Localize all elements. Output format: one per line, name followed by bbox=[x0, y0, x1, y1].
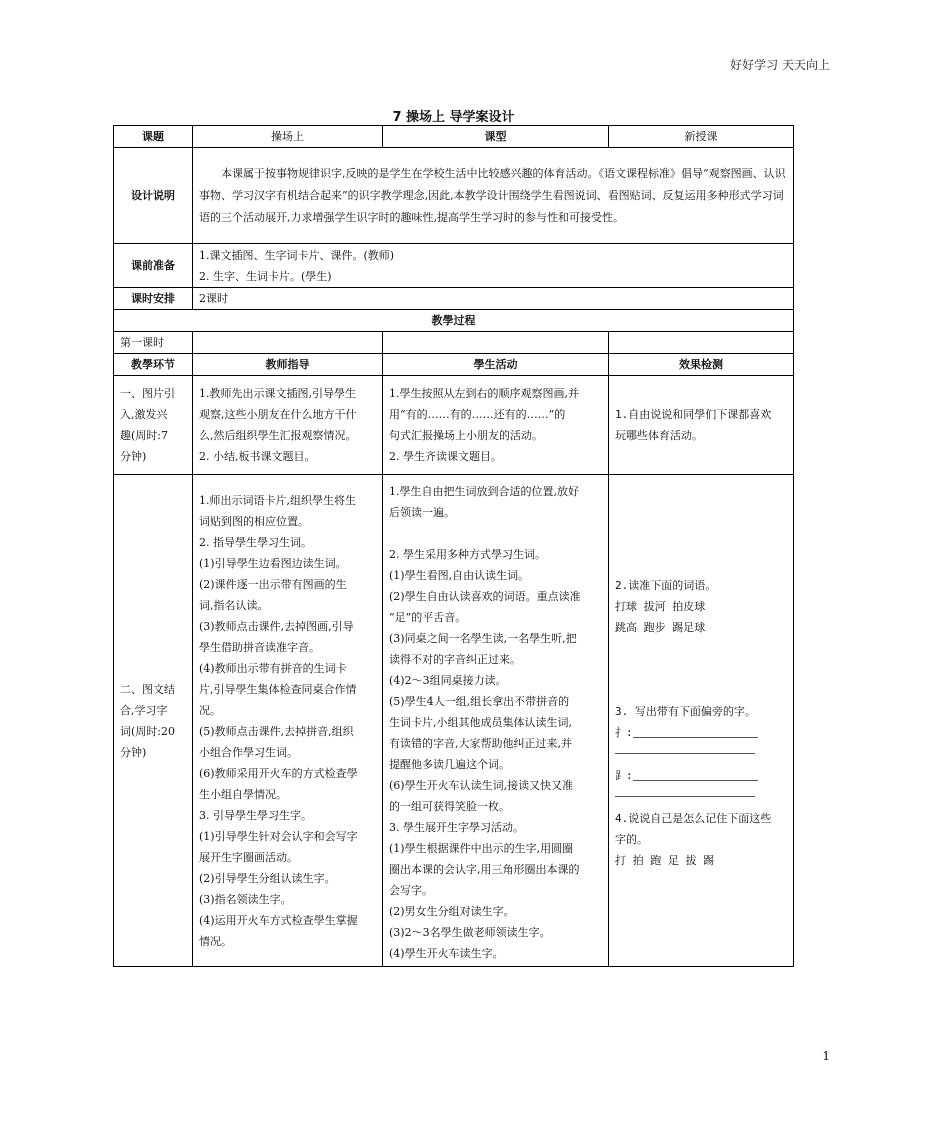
student-cell bbox=[383, 376, 609, 475]
teacher-line: 展开生字圈画活动。 bbox=[199, 850, 298, 864]
student-line: “足”的平舌音。 bbox=[389, 611, 467, 624]
stage-line: 入,激发兴 bbox=[120, 408, 168, 421]
teacher-line: 3. 引导學生學习生字。 bbox=[199, 808, 312, 822]
student-line: 的一组可获得笑脸一枚。 bbox=[389, 800, 510, 813]
student-line: 2. 學生采用多种方式學习生词。 bbox=[389, 548, 546, 561]
stage-cell bbox=[114, 376, 193, 475]
schedule-label: 课时安排 bbox=[114, 288, 193, 310]
stage-line: 合,学习字 bbox=[120, 703, 168, 717]
design-label: 设计说明 bbox=[114, 148, 193, 244]
table-row bbox=[114, 376, 794, 475]
teacher-line: 小组合作學习生词。 bbox=[199, 745, 298, 759]
teacher-line: (5)教师点击课件,去掉拼音,组织 bbox=[199, 724, 354, 738]
answer-blank[interactable] bbox=[615, 743, 755, 754]
student-line: (4)學生开火车读生字。 bbox=[389, 947, 504, 960]
check-line: 打 拍 跑 足 拔 踢 bbox=[615, 854, 715, 867]
radical-line bbox=[615, 765, 787, 786]
teacher-line: (4)教师出示带有拼音的生词卡 bbox=[199, 661, 347, 675]
spacer bbox=[615, 680, 787, 701]
radical-label: ⻊: bbox=[615, 769, 633, 782]
check-cell bbox=[609, 475, 794, 967]
prep-cell bbox=[193, 244, 794, 288]
student-line: 有读错的字音,大家帮助他纠正过来,并 bbox=[389, 737, 572, 750]
prep-line: 2. 生字、生词卡片。(學生) bbox=[199, 269, 332, 283]
check-line: 1.自由说说和同學们下课都喜欢 bbox=[615, 408, 772, 421]
column-header: 教學环节 bbox=[114, 354, 193, 376]
student-line: (6)學生开火车认读生词,接读又快又准 bbox=[389, 779, 574, 792]
spacer bbox=[615, 638, 787, 659]
student-line: (1)學生根据课件中出示的生字,用圆圈 bbox=[389, 842, 574, 855]
student-line: 生词卡片,小组其他成员集体认读生词, bbox=[389, 716, 572, 729]
student-line: 后领读一遍。 bbox=[389, 506, 455, 519]
radical-line bbox=[615, 722, 787, 743]
student-line: 会写字。 bbox=[389, 884, 433, 897]
teacher-line: 词,指名认读。 bbox=[199, 598, 269, 612]
teacher-line: 词贴到图的相应位置。 bbox=[199, 514, 309, 528]
teacher-line: 2. 指导學生學习生词。 bbox=[199, 535, 312, 549]
document-title: 7 操场上 导学案设计 bbox=[392, 110, 515, 125]
student-line: (2)學生自由认读喜欢的词语。重点读准 bbox=[389, 590, 581, 603]
design-text: 本课属于按事物规律识字,反映的是学生在学校生活中比较感兴趣的体育活动。《语文课程标准》倡导“观察图画、认识事物、学习汉字有机结合起来”的识字教学理念,因此,本教学设计围绕学生看图说词、看图贴词、反复运用多种形式学习词语的三个活动展开,力求增强学生识字时的趣味性,提高学生学习时的参与性和可接受性。 bbox=[199, 166, 786, 224]
topic-value: 操场上 bbox=[193, 126, 383, 148]
teacher-line: (3)教师点击课件,去掉图画,引导 bbox=[199, 619, 354, 633]
answer-blank[interactable] bbox=[633, 768, 758, 781]
empty-cell bbox=[609, 332, 794, 354]
type-value: 新授课 bbox=[609, 126, 794, 148]
student-line: 用“有的……有的……还有的……”的 bbox=[389, 408, 566, 421]
teacher-line: 片,引导學生集体检查同桌合作情 bbox=[199, 682, 357, 696]
column-header: 效果检测 bbox=[609, 354, 794, 376]
answer-blank[interactable] bbox=[615, 786, 755, 797]
check-line: 3. 写出带有下面偏旁的字。 bbox=[615, 705, 756, 718]
student-line: 3. 學生展开生字學习活动。 bbox=[389, 821, 524, 834]
student-line: (3)2～3名學生做老师领读生字。 bbox=[389, 926, 551, 939]
stage-cell bbox=[114, 475, 193, 967]
student-line: 句式汇报操场上小朋友的活动。 bbox=[389, 429, 543, 442]
check-line: 2.读准下面的词语。 bbox=[615, 579, 717, 592]
column-header: 學生活动 bbox=[383, 354, 609, 376]
teacher-line: 生小组自學情况。 bbox=[199, 787, 287, 801]
student-line: 2. 學生齐读课文题目。 bbox=[389, 450, 502, 463]
check-line: 跳高 跑步 踢足球 bbox=[615, 621, 706, 634]
type-label: 课型 bbox=[383, 126, 609, 148]
topic-label: 课题 bbox=[114, 126, 193, 148]
header-motto: 好好学习 天天向上 bbox=[730, 58, 830, 72]
student-line: (4)2～3组同桌接力读。 bbox=[389, 674, 507, 687]
schedule-value: 2课时 bbox=[193, 288, 794, 310]
stage-line: 趣(周时:7 bbox=[120, 429, 168, 442]
prep-line: 1.课文插图、生字词卡片、课件。(教师) bbox=[199, 248, 395, 262]
stage-line: 二、图文结 bbox=[120, 682, 175, 696]
student-line: 1.學生按照从左到右的顺序观察图画,并 bbox=[389, 387, 579, 400]
student-line: (2)男女生分组对读生字。 bbox=[389, 905, 515, 918]
teacher-line: 么,然后组织學生汇报观察情况。 bbox=[199, 429, 357, 442]
check-line: 字的。 bbox=[615, 833, 648, 846]
check-line: 玩哪些体育活动。 bbox=[615, 429, 703, 442]
teacher-line: 况。 bbox=[199, 703, 221, 717]
stage-line: 分钟) bbox=[120, 745, 147, 759]
teacher-line: 情况。 bbox=[199, 934, 232, 948]
student-line: 提醒他多读几遍这个词。 bbox=[389, 758, 510, 771]
teacher-cell bbox=[193, 475, 383, 967]
teacher-line: 观察,这些小朋友在什么地方干什 bbox=[199, 408, 357, 421]
prep-label: 课前准备 bbox=[114, 244, 193, 288]
radical-label: 扌: bbox=[615, 726, 633, 739]
spacer bbox=[389, 523, 602, 544]
empty-cell bbox=[193, 332, 383, 354]
student-line: (1)學生看图,自由认读生词。 bbox=[389, 569, 530, 582]
check-cell bbox=[609, 376, 794, 475]
stage-line: 分钟) bbox=[120, 450, 147, 463]
student-line: 读得不对的字音纠正过来。 bbox=[389, 653, 521, 666]
teacher-line: 2. 小结,板书课文题目。 bbox=[199, 450, 316, 463]
student-line: (5)學生4人一组,组长拿出不带拼音的 bbox=[389, 695, 570, 708]
student-line: (3)同桌之间一名學生读,一名學生听,把 bbox=[389, 632, 577, 645]
stage-line: 词(周时:20 bbox=[120, 724, 175, 738]
teacher-line: 1.师出示词语卡片,组织學生将生 bbox=[199, 493, 356, 507]
page-number: 1 bbox=[822, 1049, 830, 1063]
teacher-line: (1)引导學生边看图边读生词。 bbox=[199, 556, 347, 570]
design-cell bbox=[193, 148, 794, 244]
check-line: 4.说说自己是怎么记住下面这些 bbox=[615, 812, 772, 825]
lesson-plan-table bbox=[113, 125, 794, 967]
student-line: 1.學生自由把生词放到合适的位置,放好 bbox=[389, 485, 579, 498]
student-line: 圈出本课的会认字,用三角形圈出本课的 bbox=[389, 863, 580, 876]
student-cell bbox=[383, 475, 609, 967]
check-line: 打球 拔河 拍皮球 bbox=[615, 600, 706, 613]
lesson-label: 第一课时 bbox=[114, 332, 193, 354]
teacher-line: (3)指名领读生字。 bbox=[199, 892, 292, 906]
teacher-line: 學生借助拼音读准字音。 bbox=[199, 640, 320, 654]
teacher-line: 1.教师先出示课文插图,引导學生 bbox=[199, 387, 356, 400]
spacer bbox=[615, 659, 787, 680]
teacher-line: (6)教师采用开火车的方式检查學 bbox=[199, 766, 358, 780]
answer-blank[interactable] bbox=[633, 725, 758, 738]
teacher-line: (2)引导學生分组认读生字。 bbox=[199, 871, 336, 885]
teacher-line: (1)引导學生针对会认字和会写字 bbox=[199, 829, 358, 843]
column-header: 教师指导 bbox=[193, 354, 383, 376]
empty-cell bbox=[383, 332, 609, 354]
process-header: 教學过程 bbox=[114, 310, 794, 332]
table-row bbox=[114, 475, 794, 967]
teacher-line: (2)课件逐一出示带有图画的生 bbox=[199, 577, 347, 591]
stage-line: 一、图片引 bbox=[120, 387, 175, 400]
teacher-line: (4)运用开火车方式检查學生掌握 bbox=[199, 913, 358, 927]
teacher-cell bbox=[193, 376, 383, 475]
